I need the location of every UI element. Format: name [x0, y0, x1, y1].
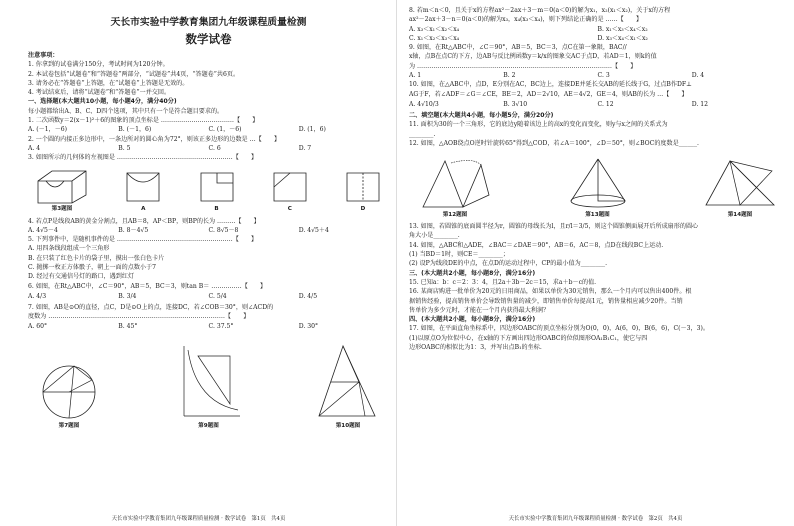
option-label: A: [141, 206, 146, 213]
section1-heading: 一、选择题(本大题共10小题，每小题4分，满分40分): [28, 98, 177, 106]
figure-caption: 第9题图: [198, 422, 219, 429]
option: D. 经过有交通信号灯的路口，遇到红灯: [28, 273, 135, 281]
question-15: 15. 已知a：b：c＝2：3：4，且2a＋3b－2c＝15，求a＋b－c的值.: [409, 278, 597, 286]
question-2-options: [28, 144, 389, 153]
option: A. 4/3: [28, 292, 47, 300]
question-8-options-2: [409, 34, 786, 43]
question-2: 2. 一个圆的内接正多边形中，一条边所对的圆心角为72°，则该正多边形的边数是 …【 】: [28, 135, 281, 143]
option-label: D: [360, 206, 366, 213]
option: D. 4: [691, 72, 705, 80]
option: D. (1，6): [298, 126, 326, 134]
solid-figure-drawing: [34, 167, 90, 205]
figure-14: [700, 155, 780, 220]
question-14-line-1: 14. 如图，△ABC和△ADE，∠BAC＝∠DAE＝90°，AB＝6，AC＝8，点D在线段BC上运动.: [409, 241, 664, 249]
option: B. 2: [503, 72, 516, 80]
figure-caption: 第10题图: [335, 422, 361, 429]
figure-3-solid: [34, 167, 90, 214]
page-2-footer: 天长市实验中学教育集团九年级课程质量检测 · 数学试卷 第2页 共4页: [508, 516, 683, 522]
question-17-line-1: 17. 如图，在平面直角坐标系中，四边形OABC的顶点坐标分别为O(0，0)，A(6，0)，B(6，6)，C(－3，3)。: [409, 325, 709, 333]
question-16-line-1: 16. 某商店购进一批单价为20元的日用商品，如果以单价为30元销售，那么一个月内可以售出400件。根: [409, 288, 692, 296]
section3-heading: 三、(本大题共2小题，每小题8分，满分16分): [409, 269, 536, 277]
question-17-line-3: 边形OABC的相似比为1：3，并写出点B₁的坐标.: [409, 344, 542, 352]
question-8-line-2: ax²－2ax＋3－n＝0(a＜0)的解为x₃，x₄(x₃＜x₄)，则下列结论正确的是 ……【 】: [409, 16, 643, 24]
figure-12: [415, 155, 495, 220]
option: C. (1，－6): [208, 126, 242, 134]
question-1: 1. 二次函数y＝2(x－1)²＋6的图象的顶点坐标是 ………………………………【 】: [28, 117, 259, 125]
exam-subtitle: 数学试卷: [185, 32, 232, 46]
option: A. (－1，－6): [28, 126, 68, 134]
figure-10: [313, 342, 383, 431]
option: C. 37.5°: [208, 322, 234, 330]
question-8-line-1: 8. 若m＜n＜0，且关于x的方程ax²－2ax＋3－m＝0(a＜0)的解为x₁，x₂(x₁＜x₂)，关于x的方程: [409, 7, 671, 14]
option: B. 45°: [118, 322, 138, 330]
option-label: C: [287, 206, 292, 213]
option: A. x₃＜x₁＜x₂＜x₄: [409, 25, 460, 33]
option: A. 4√10/3: [409, 100, 439, 108]
triangles-figure-drawing: [700, 155, 780, 211]
figure-13: [563, 155, 633, 220]
cone-figure-drawing: [563, 155, 633, 211]
exam-title: 天长市实验中学教育集团九年级课程质量检测: [110, 17, 307, 28]
option: D. 4/5: [298, 292, 318, 300]
rotation-figure-drawing: [415, 155, 495, 211]
question-13-line-2: 角大小是________.: [409, 232, 460, 240]
question-13-line-1: 13. 如图，若圆锥的底面圆半径为r，圆锥的母线长为l，且r/l＝3/5，则这个圆锥侧面展开后所成扇形的圆心: [409, 223, 699, 231]
question-10-line-2: AG于F，若∠ADF＝∠G＝∠CE，BE＝2，AD＝2√10，AE＝4√2，GE＝4，则AB的长为 …【 】: [409, 90, 688, 98]
notice-4: 4. 考试结束后，请将“试题卷”和“答题卷”一并交回。: [28, 89, 171, 97]
notice-2: 2. 本试卷包括“试题卷”和“答题卷”两部分，“试题卷”共4页，“答题卷”共6页。: [28, 70, 240, 78]
option: C. 8√5－8: [208, 226, 239, 234]
option: B. 8－4√5: [118, 226, 149, 234]
option: B. 在只装了红色卡片的袋子里，摸出一张白色卡片: [28, 254, 165, 262]
coordinate-figure-drawing: [174, 342, 244, 422]
exam-page-2: [397, 0, 794, 526]
figure-7: [34, 358, 104, 431]
view-a-drawing: [123, 169, 163, 205]
figure-caption: 第14题图: [727, 211, 753, 218]
figure-9: [174, 342, 244, 431]
option: C. 6: [208, 144, 221, 152]
question-4: 4. 若点P是线段AB的黄金分割点，且AB＝8，AP＜BP，则BP的长为 ………【 】: [28, 217, 260, 225]
option: C. x₁＜x₂＜x₃＜x₄: [409, 34, 460, 42]
question-4-options: [28, 226, 389, 235]
option: A. 4: [28, 144, 41, 152]
option: A. 60°: [28, 322, 48, 330]
notice-1: 1. 你拿到的试卷满分150分，考试时间为120分钟。: [28, 61, 169, 69]
figure-3-option-c: [270, 169, 310, 214]
question-17-line-2: (1)以原点O为位似中心，在x轴的下方画出四边形OABC的位似图形OA₁B₁C₁，使它与四: [409, 334, 648, 342]
option: D. 12: [691, 100, 709, 108]
question-12: 12. 如图，△AOB绕点O逆时针旋转65°得到△COD，若∠A＝100°，∠D＝50°，则∠BOC的度数是______.: [409, 139, 699, 147]
question-3: 3. 如图所示的几何体的左视图是 …………………………………………………【 】: [28, 154, 258, 162]
question-7-line-2: 度数为 ……………………………………………………………………………【 】: [28, 313, 250, 321]
option: A. 用四条线段组成一个三角形: [28, 245, 110, 253]
question-6: 6. 如图，在Rt△ABC中，∠C＝90°，AB＝5，BC＝3，则tan B＝ ……………【 】: [28, 282, 267, 290]
figure-3-option-a: [123, 169, 163, 214]
question-11-line-1: 11. 面积为30的一个三角形，它的底边y随着该边上的高x的变化而变化，则y与x之间的关系式为: [409, 121, 668, 129]
triangle-figure-drawing: [313, 342, 383, 422]
question-8-options-1: [409, 25, 786, 34]
option: B. x₁＜x₃＜x₄＜x₂: [597, 25, 648, 33]
option: B. 3√10: [503, 100, 528, 108]
figure-caption: 第13题图: [585, 211, 610, 218]
option: C. 3: [597, 72, 610, 80]
question-9-line-3: 为 ……………………………………………………………………………………【 】: [409, 62, 637, 70]
option: B. (－1，6): [118, 126, 152, 134]
page-1-footer: 天长市实验中学教育集团九年级课程质量检测 · 数学试卷 第1页 共4页: [111, 516, 286, 522]
option: B. 3/4: [118, 292, 137, 300]
option: A. 1: [409, 72, 422, 80]
figure-caption: 第3题图: [51, 206, 73, 213]
view-d-drawing: [343, 169, 383, 205]
question-11-line-2: ________.: [409, 130, 436, 138]
option: C. 12: [597, 100, 614, 108]
figure-caption: 第12题图: [442, 211, 468, 218]
figures-row-7-9-10: [28, 331, 389, 433]
option: D. 30°: [298, 322, 319, 330]
question-10-line-1: 10. 如图，在△ABC中，点D，E分别在AC，BC边上，连接DE并延长交AB的延长线于G，过点B作DF⊥: [409, 81, 692, 89]
section2-heading: 二、填空题(本大题共4小题，每小题5分，满分20分): [409, 111, 554, 119]
question-16-line-2: 据销售经验，提高销售单价会导致销售量的减少，即销售单价每提高1元，销售量相应减少20件。当销: [409, 297, 683, 305]
question-7-line-1: 7. 如图，AB是⊙O的直径，点C，D是⊙O上的点，连接DC，若∠COB＝30°，则∠ACD的: [28, 303, 274, 311]
question-9-options: [409, 71, 786, 80]
question-3-figures: [28, 163, 389, 217]
figures-row-12-14: [409, 148, 786, 222]
figure-caption: 第7题图: [58, 422, 80, 429]
question-7-options: [28, 322, 389, 331]
figure-3-option-b: [197, 169, 237, 214]
question-14-part-2: (2) 设P为线段DE的中点，在点D的运动过程中，CP的最小值为________.: [409, 260, 608, 268]
circle-figure-drawing: [34, 358, 104, 422]
section1-intro: 每小题都给出A、B、C、D四个选项，其中只有一个是符合题目要求的。: [28, 107, 224, 115]
question-5: 5. 下列事件中，是随机事件的是 …………………………………………………【 】: [28, 236, 258, 244]
question-14-part-1: (1) 当BD＝1时，则CE＝________；: [409, 251, 509, 259]
question-6-options: [28, 291, 389, 303]
option-label: B: [214, 206, 219, 213]
question-9-line-1: 9. 如图，在Rt△ABC中，∠C＝90°，AB＝5，BC＝3，点C在第一象限，BAC//: [409, 44, 627, 52]
option: D. x₃＜x₄＜x₁＜x₂: [597, 34, 648, 42]
question-16-line-3: 售单价为多少元时，才能在一个月内获得最大利润？: [409, 306, 550, 314]
question-9-line-2: x轴，点B在点C的下方，边AB与反比例函数y＝k/x的图象交AC于点D，若AD＝1，则k的值: [409, 53, 657, 61]
option: A. 4√5－4: [28, 226, 58, 234]
figure-3-option-d: [343, 169, 383, 214]
option: C. 抛掷一枚正方体骰子，朝上一面的点数小于7: [28, 264, 156, 272]
option: B. 5: [118, 144, 131, 152]
view-b-drawing: [197, 169, 237, 205]
option: D. 7: [298, 144, 312, 152]
notice-heading: 注意事项：: [28, 52, 59, 59]
question-1-options: [28, 125, 389, 134]
view-c-drawing: [270, 169, 310, 205]
section4-heading: 四、(本大题共2小题，每小题8分，满分16分): [409, 316, 536, 324]
option: D. 4√5＋4: [298, 226, 329, 234]
option: C. 5/4: [208, 292, 227, 300]
notice-3: 3. 请务必在“答题卷”上答题，在“试题卷”上答题是无效的。: [28, 79, 189, 87]
question-10-options: [409, 99, 786, 111]
